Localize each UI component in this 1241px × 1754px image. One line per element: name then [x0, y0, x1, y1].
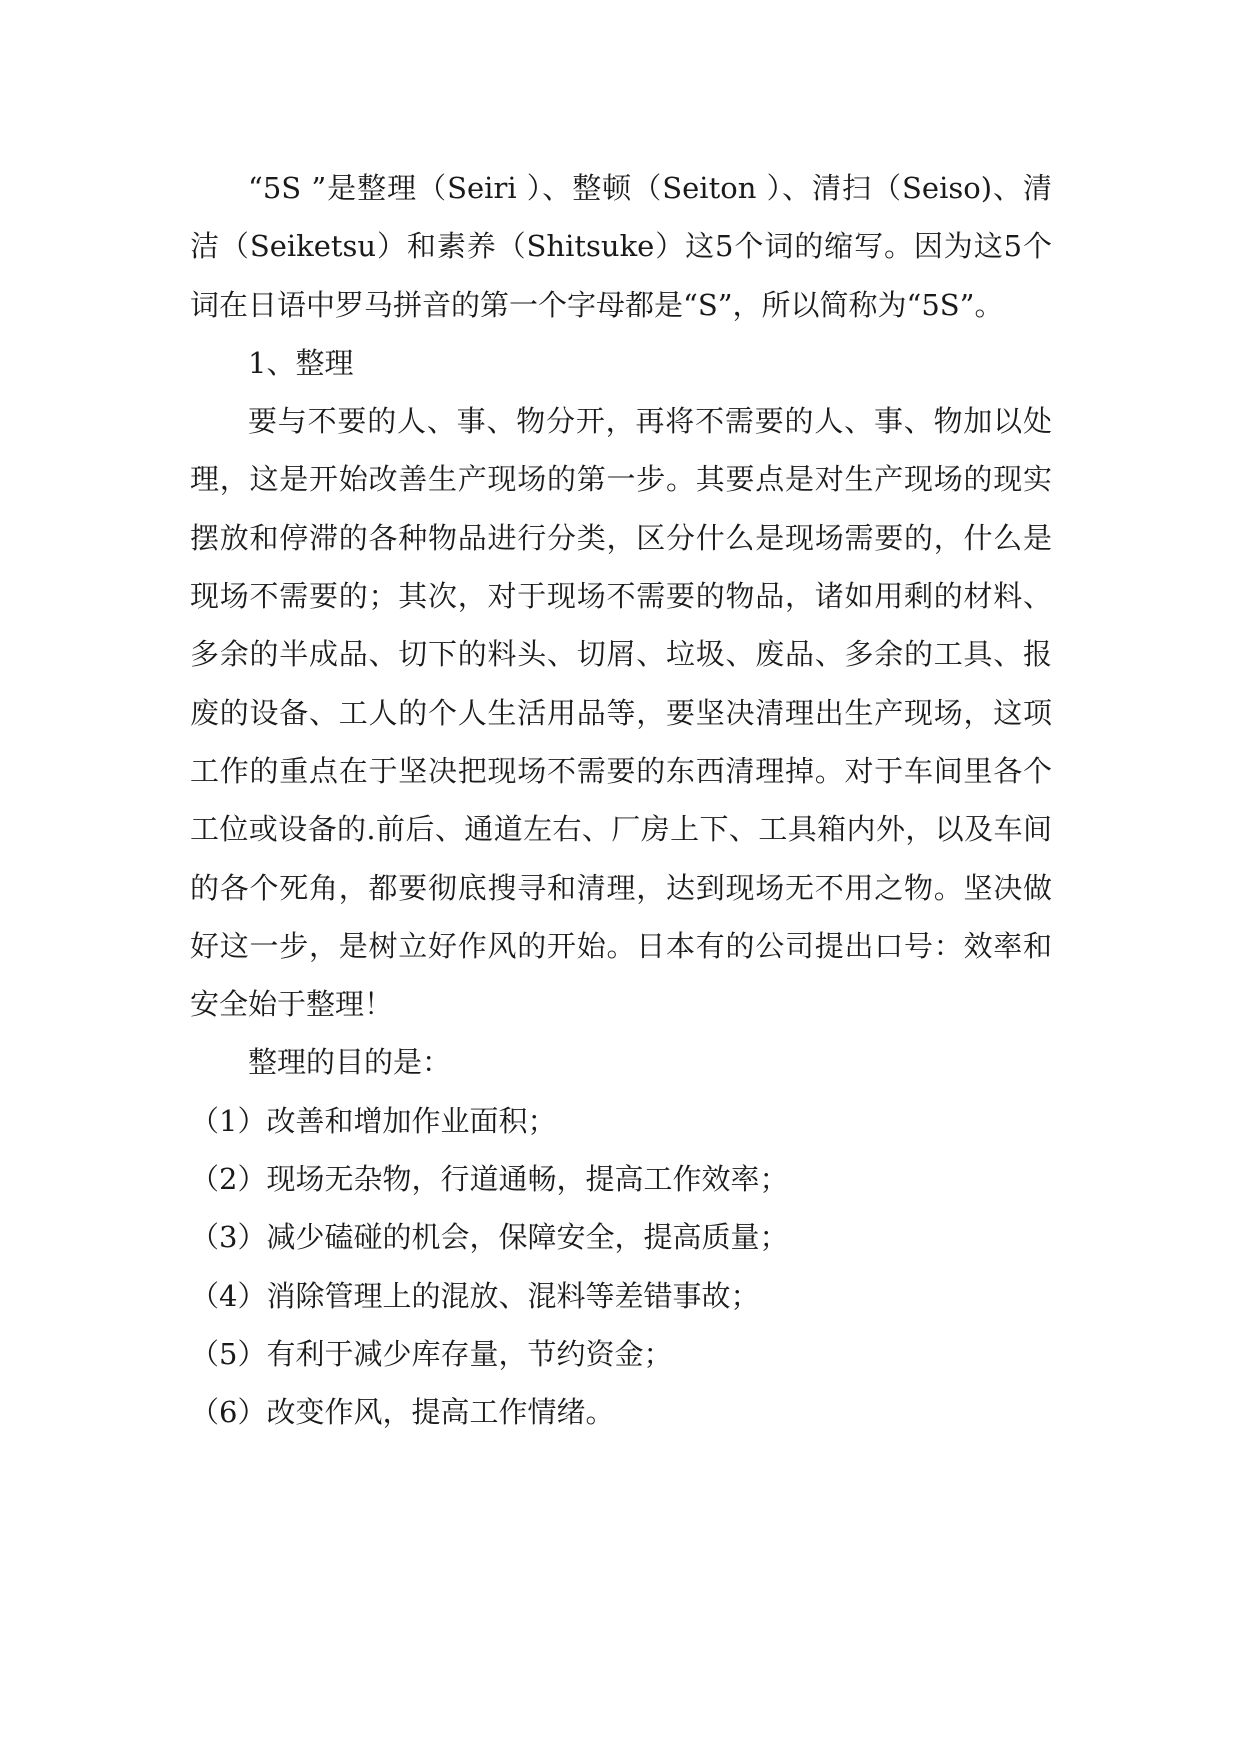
purpose-heading: 整理的目的是： [248, 1045, 452, 1080]
section-heading: 1、整理 [248, 345, 354, 380]
purpose-item-2: （2）现场无杂物，行道通畅，提高工作效率； [190, 1162, 789, 1197]
purpose-item-6: （6）改变作风，提高工作情绪。 [190, 1395, 615, 1430]
purpose-item-3: （3）减少磕碰的机会，保障安全，提高质量； [190, 1220, 789, 1255]
purpose-item-1: （1）改善和增加作业面积； [190, 1103, 557, 1138]
intro-paragraph: “5S ”是整理（Seiri ）、整顿（Seiton ）、清扫（Seiso)、清洁（Seiketsu）和素养（Shitsuke）这5个词的缩写。因为这5个词在日语中罗马拼音的第一个字母都是“S”，所以简称为“5S”。 [190, 171, 1052, 322]
section-body-paragraph: 要与不要的人、事、物分开，再将不需要的人、事、物加以处理，这是开始改善生产现场的第一步。其要点是对生产现场的现实摆放和停滞的各种物品进行分类，区分什么是现场需要的，什么是现场不需要的；其次，对于现场不需要的物品，诸如用剩的材料、多余的半成品、切下的料头、切屑、垃圾、废品、多余的工具、报废的设备、工人的个人生活用品等，要坚决清理出生产现场，这项工作的重点在于坚决把现场不需要的东西清理掉。对于车间里各个工位或设备的.前后、通道左右、厂房上下、工具箱内外，以及车间的各个死角，都要彻底搜寻和清理，达到现场无不用之物。坚决做好这一步，是树立好作风的开始。日本有的公司提出口号：效率和安全始于整理！ [190, 404, 1052, 1022]
purpose-item-4: （4）消除管理上的混放、混料等差错事故； [190, 1278, 760, 1313]
document-body [190, 159, 1052, 1442]
purpose-item-5: （5）有利于减少库存量，节约资金； [190, 1336, 673, 1371]
